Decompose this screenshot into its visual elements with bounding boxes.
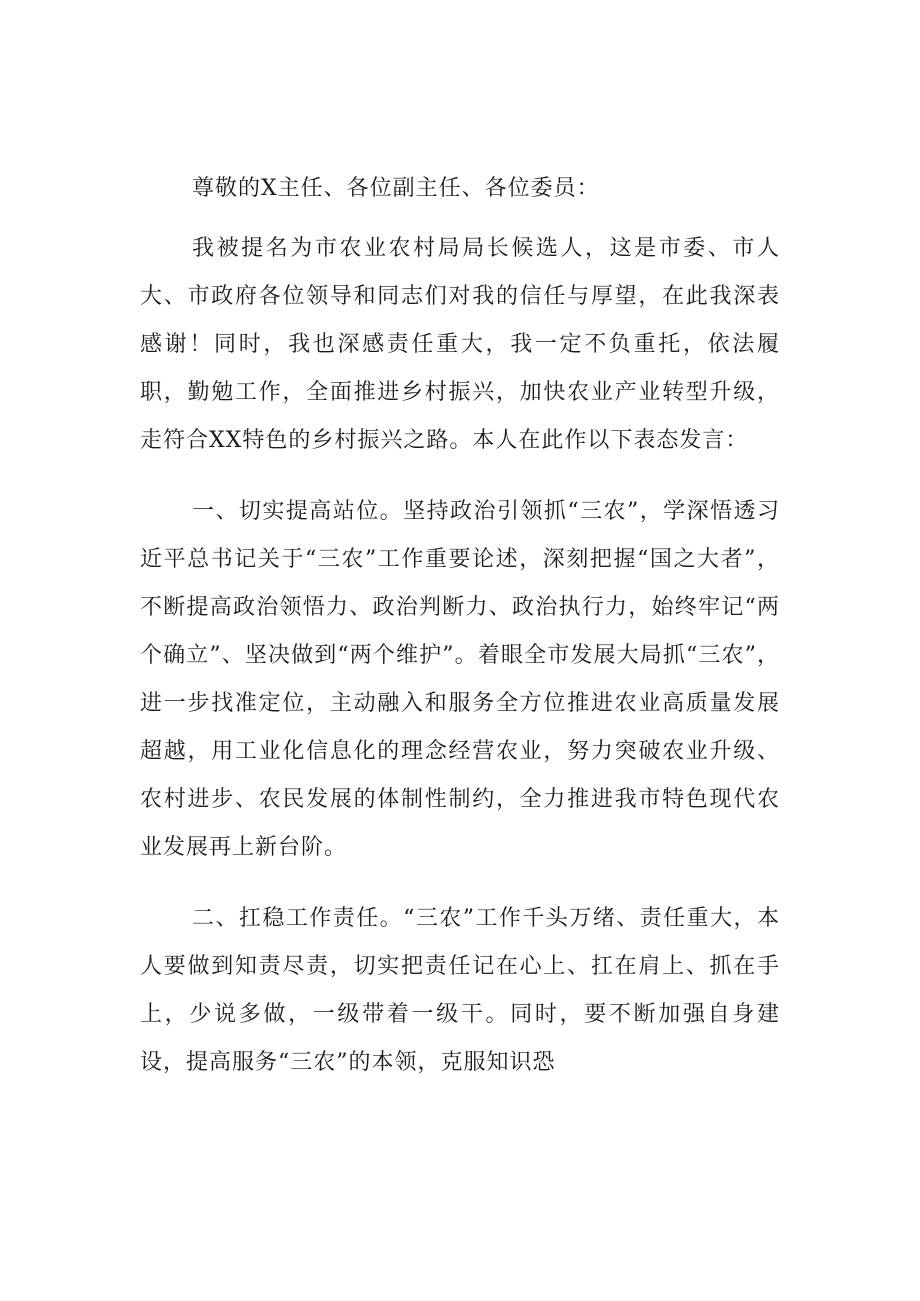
- paragraph-point-two: 二、扛稳工作责任。“三农”工作千头万绪、责任重大，本人要做到知责尽责，切实把责任记在心上、扛在肩上、抓在手上，少说多做，一级带着一级干。同时，要不断加强自身建设，提高服务“三农”的本领，克服知识恐: [140, 906, 780, 1075]
- salutation: 尊敬的X主任、各位副主任、各位委员：: [192, 176, 600, 201]
- paragraph-intro: 我被提名为市农业农村局局长候选人，这是市委、市人大、市政府各位领导和同志们对我的信任与厚望，在此我深表感谢！同时，我也深感责任重大，我一定不负重托，依法履职，勤勉工作，全面推进乡村振兴，加快农业产业转型升级，走符合XX特色的乡村振兴之路。本人在此作以下表态发言：: [140, 236, 780, 453]
- paragraph-point-one: 一、切实提高站位。坚持政治引领抓“三农”，学深悟透习近平总书记关于“三农”工作重要论述，深刻把握“国之大者”，不断提高政治领悟力、政治判断力、政治执行力，始终牢记“两个确立”、坚决做到“两个维护”。着眼全市发展大局抓“三农”，进一步找准定位，主动融入和服务全方位推进农业高质量发展超越，用工业化信息化的理念经营农业，努力突破农业升级、农村进步、农民发展的体制性制约，全力推进我市特色现代农业发展再上新台阶。: [140, 499, 780, 860]
